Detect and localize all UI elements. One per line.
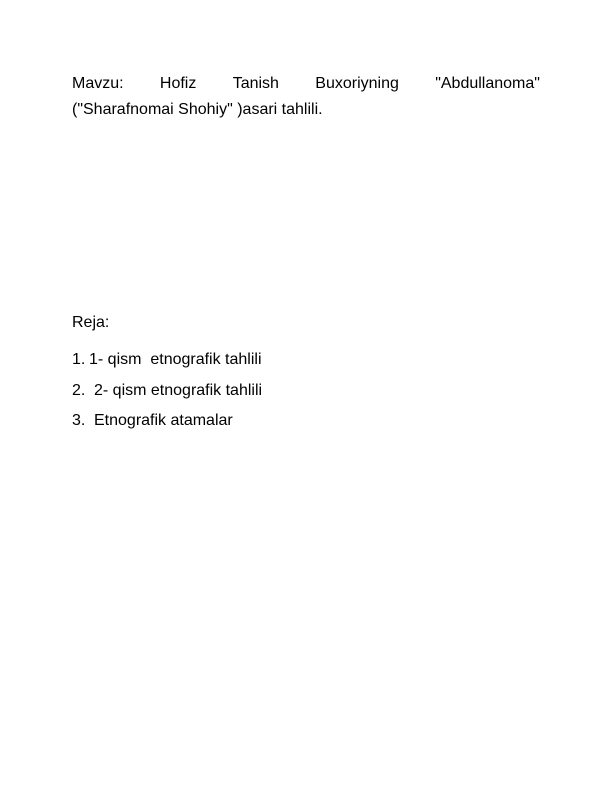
title-word: Hofiz [159,75,197,92]
document-title [72,71,540,123]
title-word: "Abdullanoma" [435,75,540,92]
plan-list [72,349,262,441]
plan-item-2 [72,380,262,410]
title-word: Mavzu: [72,75,124,92]
plan-item-number: 3. [72,412,86,429]
plan-item-text: 2- qism etnografik tahlili [94,382,263,399]
title-word: Buxoriyning [315,75,399,92]
plan-item-text: Etnografik atamalar [94,412,233,429]
plan-item-text: 1- qism etnografik tahlili [89,351,262,368]
title-word: Tanish [232,75,279,92]
plan-heading: Reja: [72,314,110,331]
title-line-1 [72,71,540,97]
plan-item-number: 2. [72,382,86,399]
plan-item-1 [72,349,262,380]
plan-item-number: 1. [72,351,86,368]
title-line-2: ("Sharafnomai Shohiy" )asari tahlili. [72,101,323,118]
plan-item-3 [72,410,262,441]
